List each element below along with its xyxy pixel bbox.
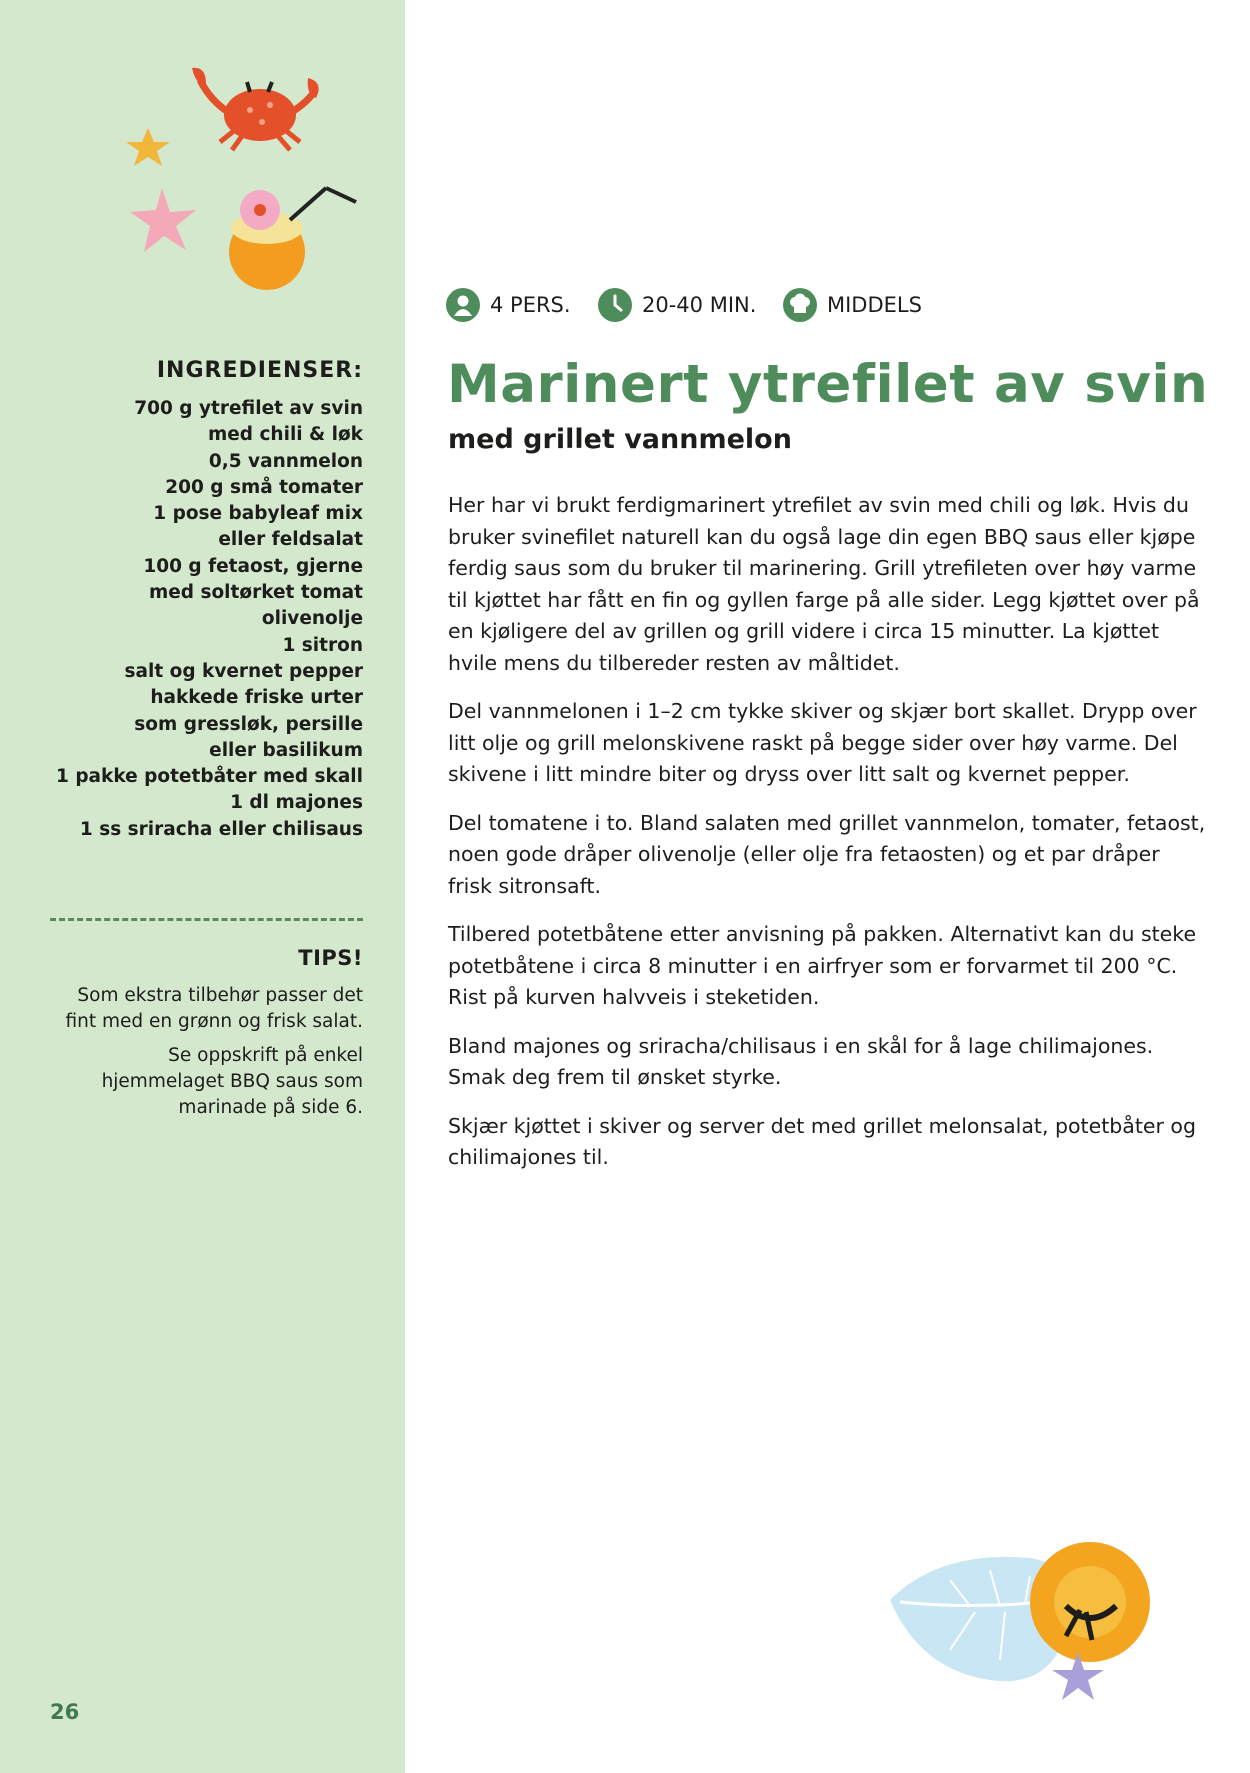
recipe-instructions — [448, 490, 1208, 1191]
clock-icon — [598, 288, 632, 322]
list-item: 0,5 vannmelon — [208, 450, 363, 472]
list-item: som gressløk, persille — [134, 713, 363, 735]
instruction-paragraph: Her har vi brukt ferdigmarinert ytrefilet av svin med chili og løk. Hvis du bruker svinefilet naturell kan du også lage din egen BBQ saus eller kjøpe ferdig saus som du bruker til marinering. Grill ytrefileten over høy varme til kjøttet har fått en fin og gyllen farge på alle sider. Legg kjøttet over på en kjøligere del av grillen og grill videre i circa 15 minutter. La kjøttet hvile mens du tilbereder resten av måltidet. — [448, 493, 1200, 675]
recipe-title: Marinert ytrefilet av svin — [447, 354, 1209, 415]
difficulty-label: MIDDELS — [827, 293, 922, 317]
ingredients-title: INGREDIENSER: — [156, 358, 363, 383]
coconut-drink-icon — [229, 188, 356, 290]
difficulty-meta — [783, 287, 922, 323]
list-item: 1 pakke potetbåter med skall — [56, 766, 363, 788]
sun-hat-icon — [1030, 1542, 1150, 1662]
time-meta — [598, 287, 756, 323]
instruction-paragraph: Tilbered potetbåtene etter anvisning på pakken. Alternativt kan du steke potetbåtene i circa 8 minutter i en airfryer som er forvarmet til 200 °C. Rist på kurven halvveis i steketiden. — [448, 922, 1197, 1009]
instruction-paragraph: Del vannmelonen i 1–2 cm tykke skiver og skjær bort skallet. Drypp over litt olje og grill melonskivene raskt på begge sider over høy varme. Del skivene i litt mindre biter og dryss over litt salt og kvernet pepper. — [448, 699, 1197, 786]
instruction-paragraph: Skjær kjøttet i skiver og server det med grillet melonsalat, potetbåter og chilimajones til. — [448, 1113, 1196, 1169]
tips-text: Se oppskrift på enkel hjemmelaget BBQ saus som marinade på side 6. — [101, 1045, 363, 1118]
starfish-icon — [130, 188, 196, 252]
list-item: med chili & løk — [207, 424, 363, 446]
list-item: 1 pose babyleaf mix — [153, 503, 363, 525]
list-item: 100 g fetaost, gjerne — [143, 555, 363, 577]
dashed-divider — [50, 918, 363, 921]
list-item: 1 ss sriracha eller chilisaus — [79, 818, 363, 840]
servings-meta — [446, 287, 571, 323]
beach-illustration — [110, 60, 370, 300]
list-item: eller basilikum — [209, 739, 363, 761]
recipe-subtitle: med grillet vannmelon — [448, 424, 792, 455]
tips-text: Som ekstra tilbehør passer det fint med en grønn og frisk salat. — [65, 985, 363, 1032]
tips-title: TIPS! — [298, 946, 363, 970]
beach-illustration-bottom — [880, 1540, 1170, 1720]
time-label: 20-40 MIN. — [642, 293, 757, 317]
starfish-icon — [126, 128, 170, 166]
crab-icon — [192, 68, 319, 150]
list-item: hakkede friske urter — [150, 687, 363, 709]
servings-label: 4 PERS. — [490, 293, 571, 317]
list-item: 200 g små tomater — [165, 476, 363, 498]
list-item: olivenolje — [261, 608, 363, 630]
ingredients-list — [56, 396, 363, 843]
chef-hat-icon — [783, 288, 817, 322]
list-item: 1 sitron — [282, 634, 363, 656]
list-item: med soltørket tomat — [148, 582, 363, 604]
list-item: 700 g ytrefilet av svin — [134, 398, 363, 419]
person-icon — [446, 288, 480, 322]
instruction-paragraph: Bland majones og sriracha/chilisaus i en skål for å lage chilimajones. Smak deg frem til ønsket styrke. — [448, 1033, 1154, 1089]
list-item: 1 dl majones — [230, 792, 363, 814]
instruction-paragraph: Del tomatene i to. Bland salaten med grillet vannmelon, tomater, fetaost, noen gode dråper olivenolje (eller olje fra fetaosten) og et par dråper frisk sitronsaft. — [448, 810, 1206, 898]
list-item: eller feldsalat — [218, 529, 363, 551]
page-number: 26 — [50, 1700, 80, 1724]
list-item: salt og kvernet pepper — [124, 660, 363, 682]
